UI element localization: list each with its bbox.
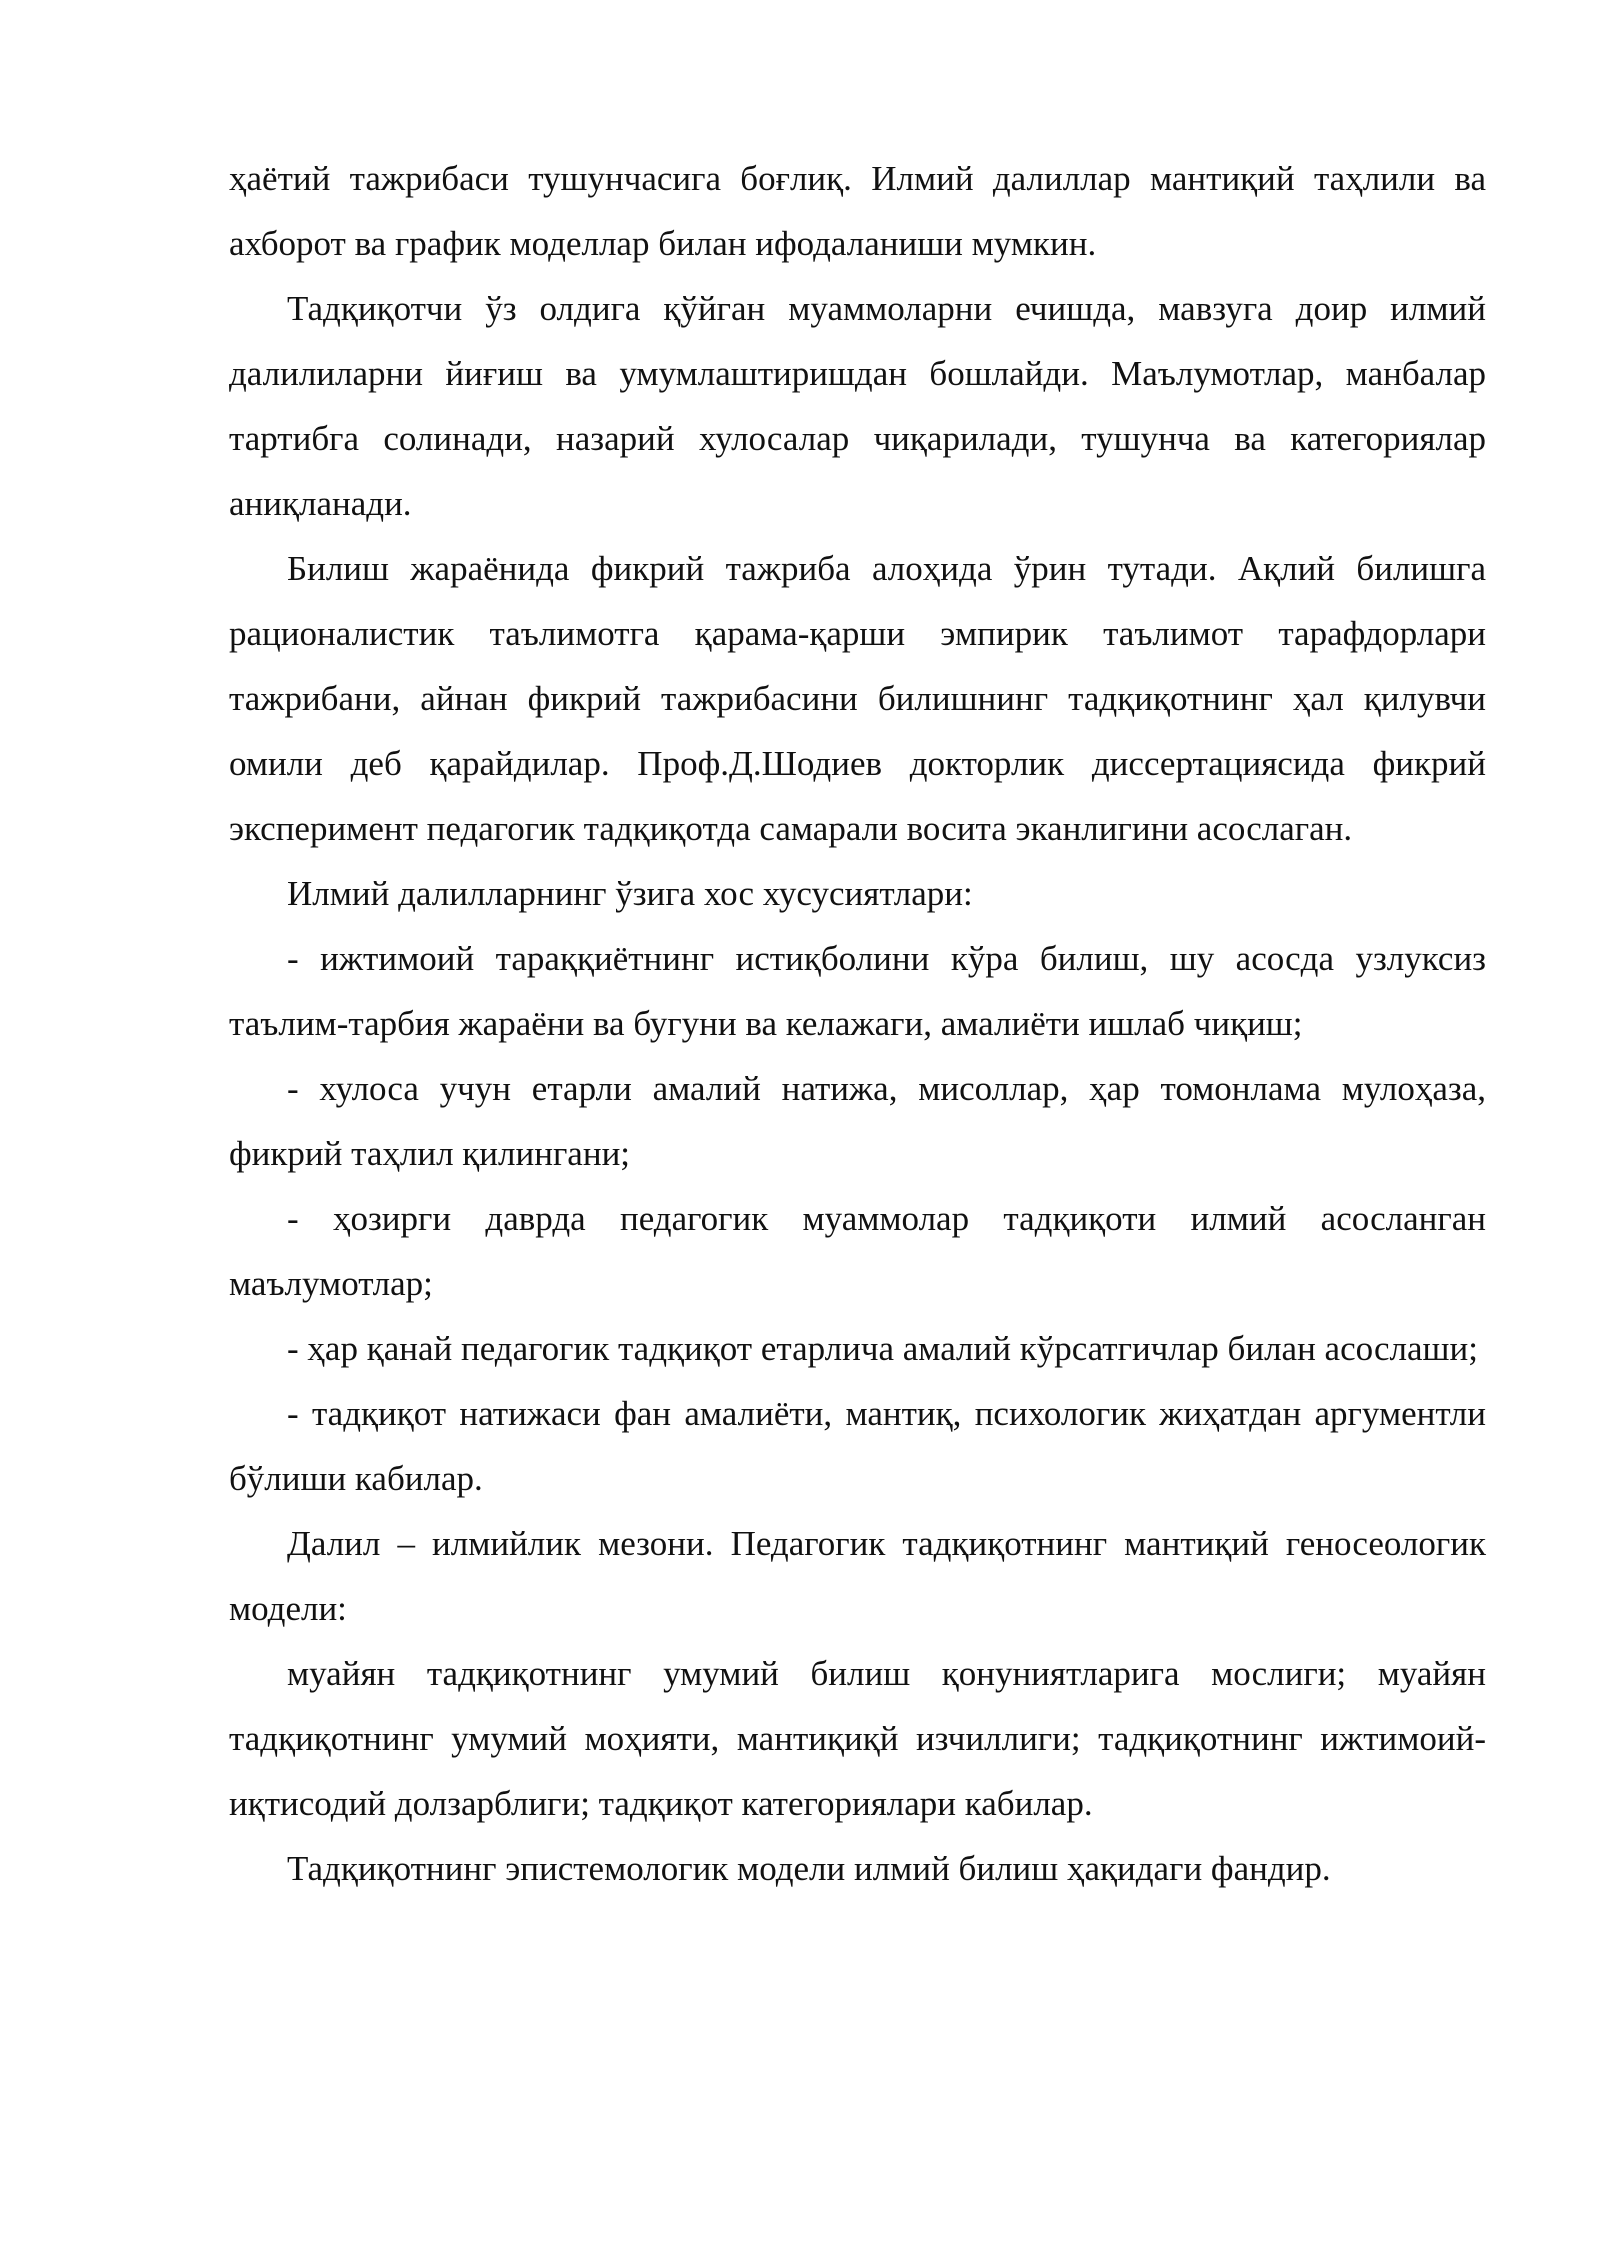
paragraph-evidence-criterion: Далил – илмийлик мезони. Педагогик тадқиқотнинг мантиқий геносеологик модели: (229, 1524, 1486, 1628)
list-item-results: - тадқиқот натижаси фан амалиёти, мантиқ, психологик жиҳатдан аргументли бўлиши кабилар. (229, 1394, 1486, 1498)
document-page (229, 146, 1486, 1901)
paragraph-continuation: ҳаётий тажрибаси тушунчасига боғлиқ. Илмий далиллар мантиқий таҳлили ва ахборот ва график моделлар билан ифодаланиши мумкин. (229, 159, 1486, 263)
list-item-progress: - ижтимоий тараққиётнинг истиқболини кўра билиш, шу асосда узлуксиз таълим-тарбия жараёни ва бугуни ва келажаги, амалиёти ишлаб чиқиш; (229, 939, 1486, 1043)
paragraph-epistemological-model: Тадқиқотнинг эпистемологик модели илмий билиш ҳақидаги фандир. (287, 1849, 1331, 1888)
paragraph-cognition: Билиш жараёнида фикрий тажриба алоҳида ўрин тутади. Ақлий билишга рационалистик таълимотга қарама-қарши эмпирик таълимот тарафдорлари тажрибани, айнан фикрий тажрибасини билишнинг тадқиқотнинг ҳал қилувчи омили деб қарайдилар. Проф.Д.Шодиев докторлик диссертациясида фикрий эксперимент педагогик тадқиқотда самарали восита эканлигини асослаган. (229, 549, 1486, 848)
paragraph-model-elements: муайян тадқиқотнинг умумий билиш қонуниятларига мослиги; муайян тадқиқотнинг умумий моҳияти, мантиқиқй изчиллиги; тадқиқотнинг ижтимоий-иқтисодий долзарблиги; тадқиқот категориялари кабилар. (229, 1654, 1486, 1823)
list-item-current-research: - ҳозирги даврда педагогик муаммолар тадқиқоти илмий асосланган маълумотлар; (229, 1199, 1486, 1303)
paragraph-features-heading: Илмий далилларнинг ўзига хос хусусиятлари: (287, 874, 973, 913)
list-item-conclusion: - хулоса учун етарли амалий натижа, мисоллар, ҳар томонлама мулоҳаза, фикрий таҳлил қилингани; (229, 1069, 1486, 1173)
list-item-indicators: - ҳар қанай педагогик тадқиқот етарлича амалий кўрсатгичлар билан асослаши; (287, 1329, 1478, 1368)
paragraph-researcher: Тадқиқотчи ўз олдига қўйган муаммоларни ечишда, мавзуга доир илмий далилиларни йиғиш ва умумлаштиришдан бошлайди. Маълумотлар, манбалар тартибга солинади, назарий хулосалар чиқарилади, тушунча ва категориялар аниқланади. (229, 289, 1486, 523)
